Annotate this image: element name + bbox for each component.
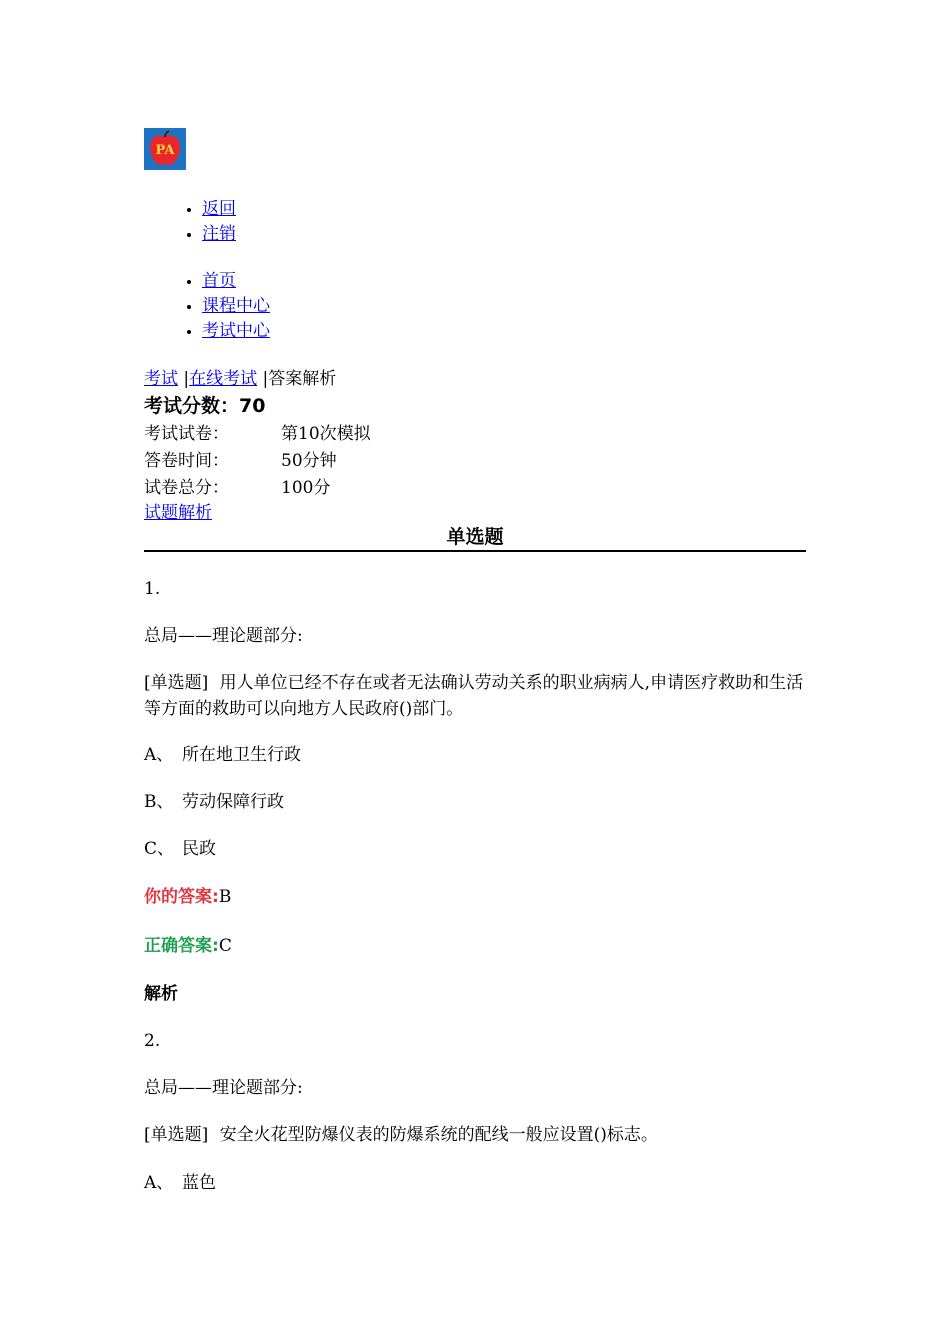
score-label: 考试分数： — [144, 395, 240, 417]
question-stem — [144, 1122, 658, 1148]
breadcrumb-separator: | — [262, 369, 269, 389]
option-text: 劳动保障行政 — [182, 792, 284, 812]
meta-key: 试卷总分： — [144, 478, 229, 498]
exam-center-link[interactable]: 考试中心 — [202, 321, 270, 341]
nav-item-courses — [202, 294, 270, 319]
your-answer-label: 你的答案: — [144, 887, 219, 907]
question-number: 1. — [144, 579, 161, 599]
meta-value: 100分 — [281, 478, 331, 498]
option-letter: A、 — [144, 1173, 174, 1193]
question-analysis-link[interactable]: 试题解析 — [144, 503, 212, 523]
nav-item-exams — [202, 319, 270, 344]
option-text: 民政 — [182, 839, 216, 859]
question-category: 总局——理论题部分: — [144, 1078, 303, 1098]
option-letter: B、 — [144, 792, 174, 812]
question-category: 总局——理论题部分: — [144, 626, 303, 646]
your-answer-value: B — [218, 887, 232, 907]
question-text: 安全火花型防爆仪表的防爆系统的配线一般应设置()标志。 — [219, 1125, 658, 1145]
option-b — [144, 789, 284, 815]
breadcrumb-exam[interactable]: 考试 — [144, 369, 178, 389]
meta-key: 考试试卷： — [144, 424, 229, 444]
meta-row-paper — [144, 421, 371, 448]
option-a — [144, 742, 301, 768]
question-stem — [144, 670, 806, 722]
correct-answer — [144, 933, 232, 959]
course-center-link[interactable]: 课程中心 — [202, 296, 270, 316]
nav-item-back — [202, 197, 236, 222]
logo — [144, 128, 186, 170]
section-title: 单选题 — [144, 525, 806, 552]
correct-answer-label: 正确答案: — [144, 936, 219, 956]
svg-text:PA: PA — [155, 143, 175, 158]
option-text: 所在地卫生行政 — [182, 745, 301, 765]
top-nav — [144, 197, 236, 247]
option-letter: C、 — [144, 839, 175, 859]
exam-meta — [144, 421, 371, 502]
question-type-tag: [单选题] — [144, 1125, 209, 1145]
score-value: 70 — [239, 395, 266, 417]
breadcrumb-separator: | — [183, 369, 190, 389]
your-answer — [144, 884, 231, 910]
breadcrumb-online-exam[interactable]: 在线考试 — [189, 369, 258, 389]
option-letter: A、 — [144, 745, 174, 765]
logout-link[interactable]: 注销 — [202, 224, 236, 244]
option-a — [144, 1170, 216, 1196]
meta-value: 50分钟 — [281, 451, 337, 471]
analysis-link-wrap — [144, 500, 212, 526]
meta-row-time — [144, 448, 371, 475]
option-c — [144, 836, 216, 862]
meta-key: 答卷时间： — [144, 451, 229, 471]
exam-score — [144, 393, 265, 419]
question-type-tag: [单选题] — [144, 673, 209, 693]
breadcrumb — [144, 366, 336, 392]
meta-row-total — [144, 475, 371, 502]
main-nav — [144, 269, 270, 344]
question-text: 用人单位已经不存在或者无法确认劳动关系的职业病病人,申请医疗救助和生活等方面的救助可以向地方人民政府()部门。 — [144, 673, 804, 719]
nav-item-logout — [202, 222, 236, 247]
nav-item-home — [202, 269, 270, 294]
apple-logo-icon — [144, 128, 186, 170]
question-number: 2. — [144, 1031, 161, 1051]
meta-value: 第10次模拟 — [281, 424, 371, 444]
correct-answer-value: C — [218, 936, 232, 956]
analysis-heading: 解析 — [144, 984, 178, 1004]
breadcrumb-answer-analysis: 答案解析 — [268, 369, 337, 389]
back-link[interactable]: 返回 — [202, 199, 236, 219]
option-text: 蓝色 — [182, 1173, 216, 1193]
home-link[interactable]: 首页 — [202, 271, 236, 291]
